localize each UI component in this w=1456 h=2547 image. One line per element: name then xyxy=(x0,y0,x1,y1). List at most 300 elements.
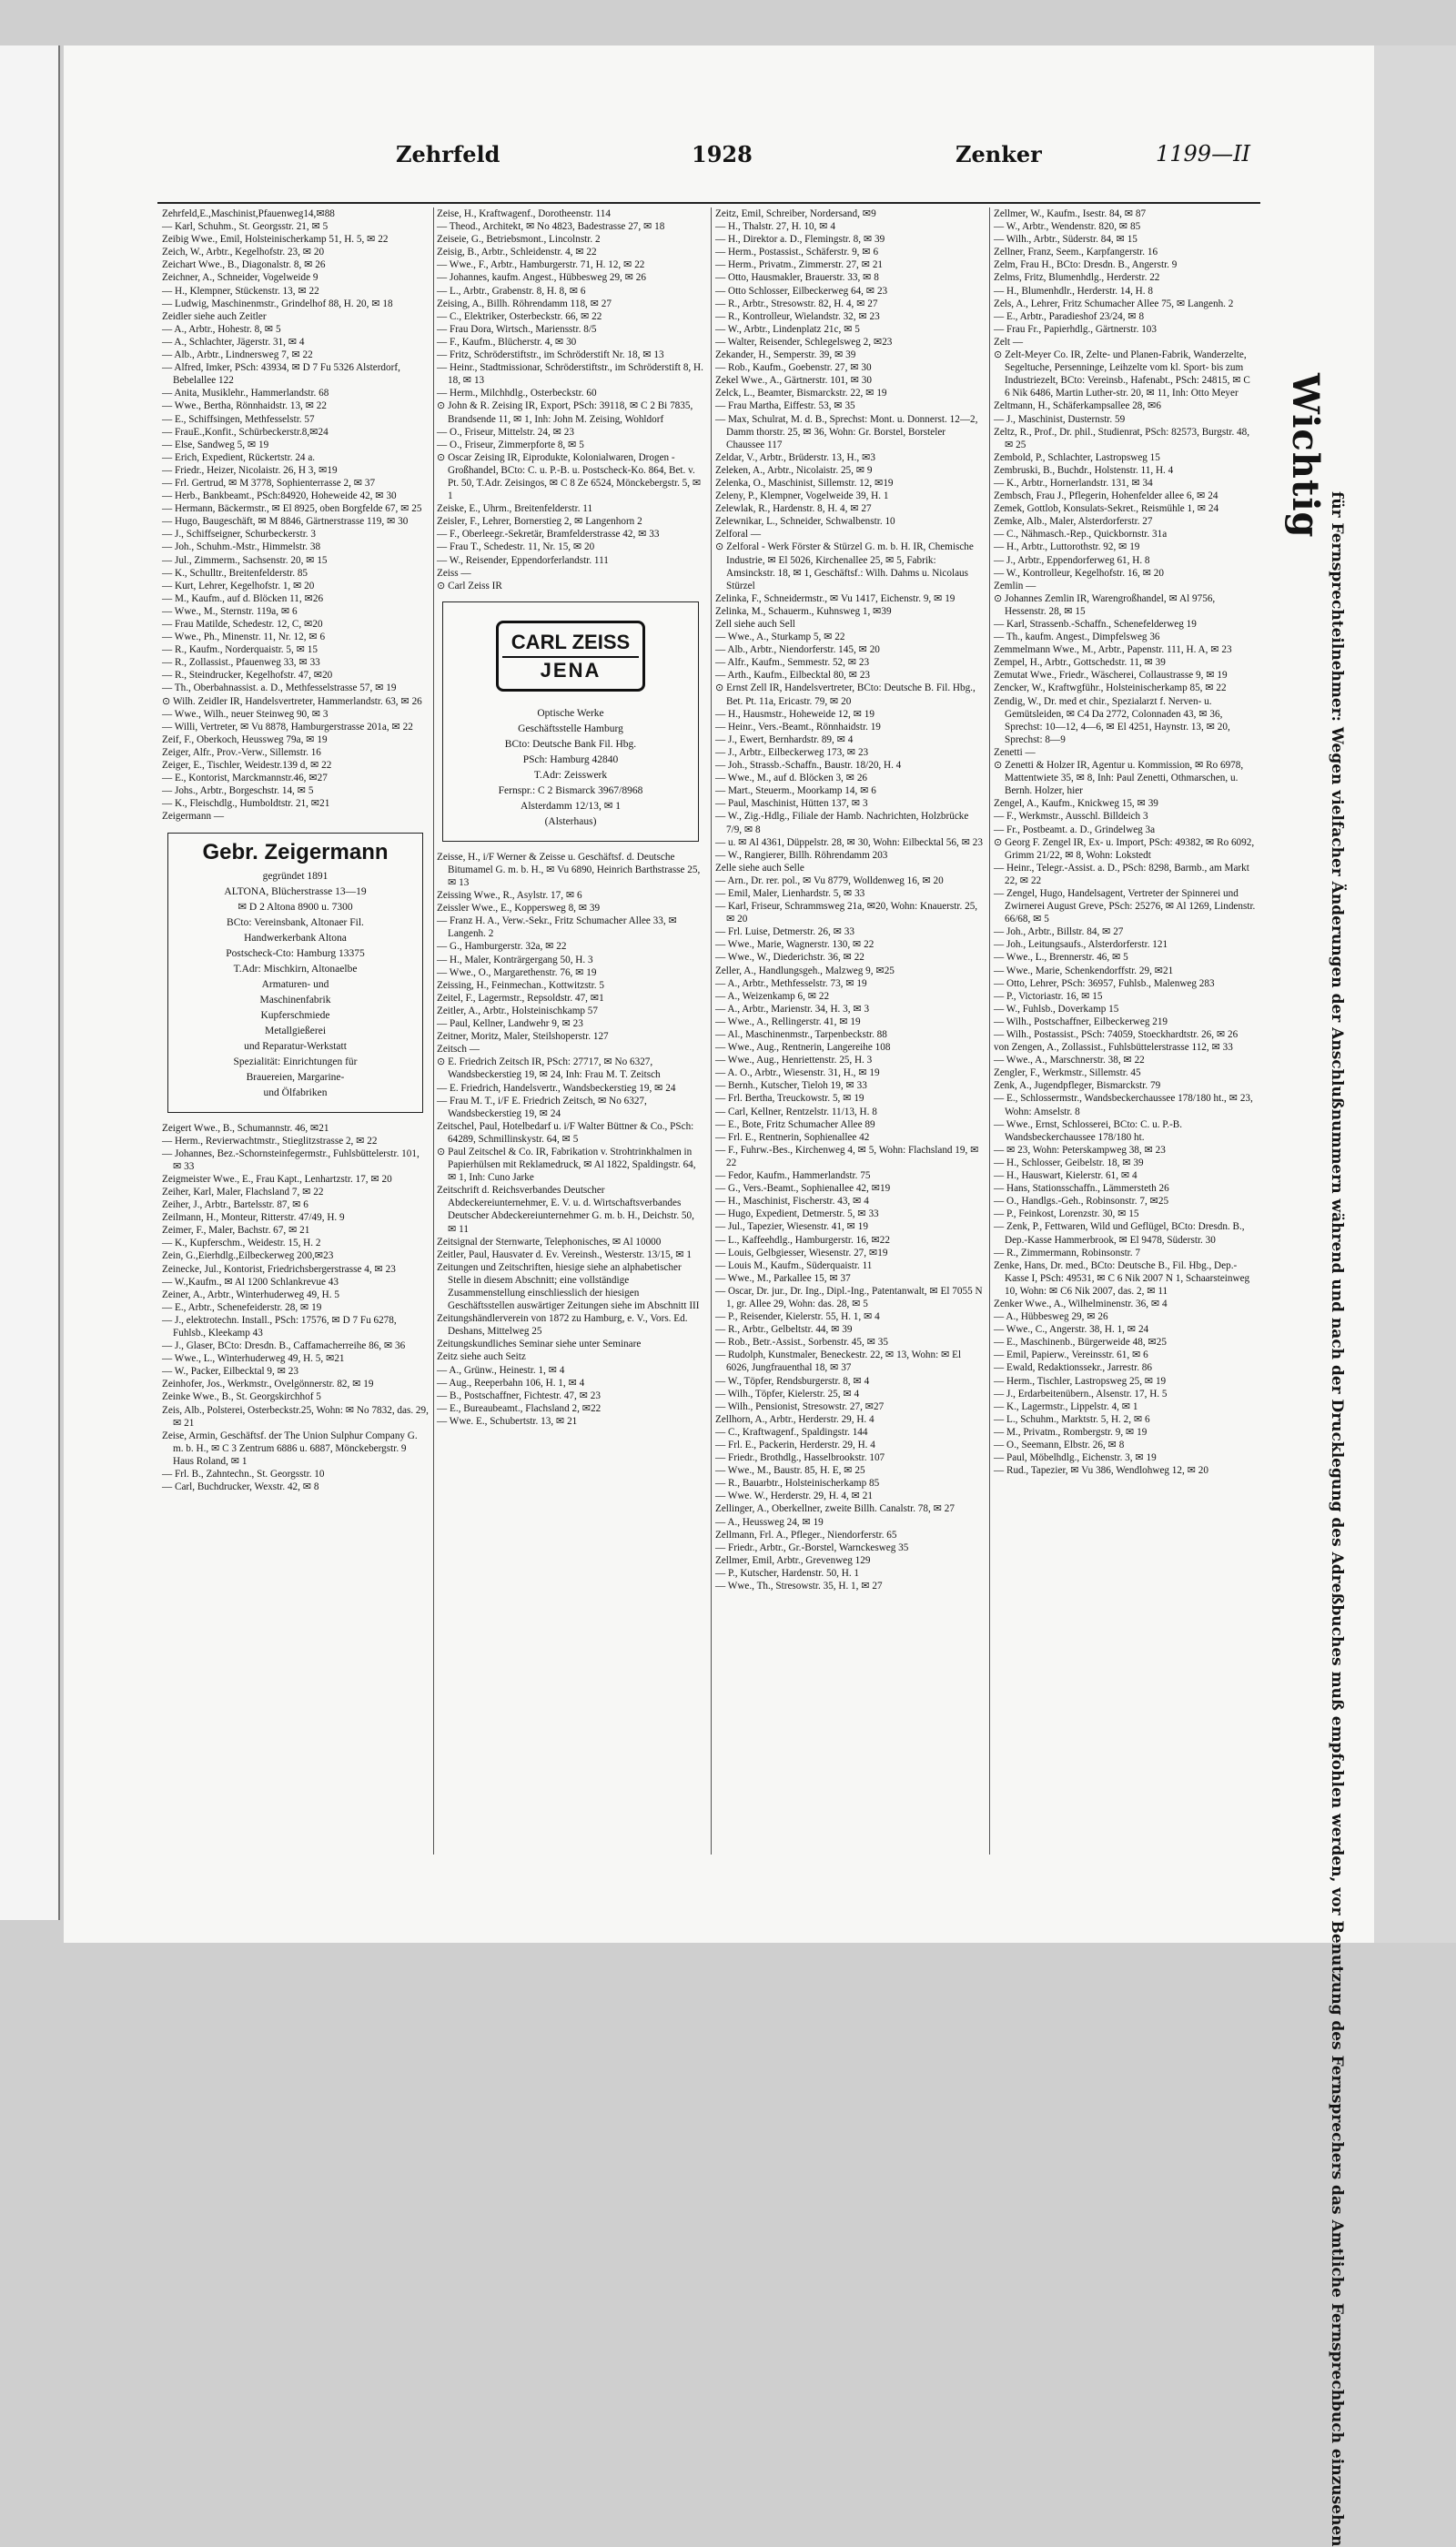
directory-entry: — Karl, Friseur, Schrammsweg 21a, ✉20, Wohn: Knauerstr. 25, ✉ 20 xyxy=(715,901,978,925)
directory-entry: — O., Handlgs.-Geh., Robinsonstr. 7, ✉25 xyxy=(994,1196,1169,1208)
directory-entry: Zenk, A., Jugendpfleger, Bismarckstr. 79 xyxy=(994,1080,1161,1092)
directory-entry: Zelinka, M., Schauerm., Kuhnsweg 1, ✉39 xyxy=(715,605,892,617)
directory-entry: Zenke, Hans, Dr. med., BCto: Deutsche B., Fil. Hbg., Dep.-Kasse I, PSch: 49531, ✉ C 6 Nik 2007 N 1, Schaarsteinweg 10, Wohn: ✉ C6 Nik 2007, das. 2, ✉ 11 xyxy=(994,1259,1250,1297)
directory-entry: Zeising, A., Billh. Röhrendamm 118, ✉ 27 xyxy=(437,298,612,309)
directory-entry: — Wwe., A., Sturkamp 5, ✉ 22 xyxy=(715,632,845,643)
directory-entry: — Oscar, Dr. jur., Dr. Ing., Dipl.-Ing., Patentanwalt, ✉ El 7055 N 1, gr. Allee 29, Wohn: das. 28, ✉ 5 xyxy=(715,1285,983,1309)
directory-entry: — Otto, Hausmakler, Brauerstr. 33, ✉ 8 xyxy=(715,272,879,284)
directory-entry: — O., Seemann, Elbstr. 26, ✉ 8 xyxy=(994,1440,1125,1450)
directory-entry: — Herb., Bankbeamt., PSch:84920, Hoheweide 42, ✉ 30 xyxy=(162,490,397,502)
header-last-entry: Zenker xyxy=(956,141,1042,167)
directory-entry: — Frau Fr., Papierhdlg., Gärtnerstr. 103 xyxy=(994,323,1157,335)
directory-entry: Zeissler Wwe., E., Koppersweg 8, ✉ 39 xyxy=(437,903,601,915)
directory-entry: — Hermann, Bäckermstr., ✉ El 8925, oben Borgfelde 67, ✉ 25 xyxy=(162,503,422,515)
directory-entry: — Frl. E., Packerin, Herderstr. 29, H. 4 xyxy=(715,1440,875,1450)
directory-entry: Zelforal — xyxy=(715,529,762,541)
directory-entry: — Wwe., M., auf d. Blöcken 3, ✉ 26 xyxy=(715,773,868,784)
column-divider xyxy=(433,207,434,1855)
directory-entry: — H., Blumenhdlr., Herderstr. 14, H. 8 xyxy=(994,285,1153,297)
directory-entry: — Joh., Schuhm.-Mstr., Himmelstr. 38 xyxy=(162,541,321,553)
directory-entry: Zelt — xyxy=(994,336,1024,348)
column-4 xyxy=(994,207,1258,1477)
directory-entry: — Wilh., Arbtr., Süderstr. 84, ✉ 15 xyxy=(994,234,1138,246)
directory-entry: Zenetti — xyxy=(994,746,1036,758)
directory-entry: — E., Bureaubeamt., Flachsland 2, ✉22 xyxy=(437,1402,602,1414)
directory-entry: Zembold, P., Schlachter, Lastropsweg 15 xyxy=(994,451,1160,463)
directory-entry: — P., Kutscher, Hardenstr. 50, H. 1 xyxy=(715,1567,860,1579)
directory-entry: — P., Reisender, Kielerstr. 55, H. 1, ✉ 4 xyxy=(715,1311,880,1323)
directory-entry: — K., Arbtr., Hornerlandstr. 131, ✉ 34 xyxy=(994,477,1153,489)
notice-heading: Wichtig xyxy=(1284,373,1327,539)
directory-entry: Zemek, Gottlob, Konsulats-Sekret., Reismühle 1, ✉ 24 xyxy=(994,503,1219,515)
zeiss-logo xyxy=(496,621,645,692)
directory-entry: — C., Nähmasch.-Rep., Quickbornstr. 31a xyxy=(994,529,1168,541)
directory-entry: Zeich, W., Arbtr., Kegelhofstr. 23, ✉ 20 xyxy=(162,247,325,258)
directory-entry: ⊙ Ernst Zell IR, Handelsvertreter, BCto: Deutsche B. Fil. Hbg., Bet. Pt. 11a, Ericastr. 79, ✉ 20 xyxy=(715,682,976,707)
directory-entry: — Frau Martha, Eiffestr. 53, ✉ 35 xyxy=(715,400,855,412)
column-1 xyxy=(162,207,429,1493)
directory-entry: — Anita, Musiklehr., Hammerlandstr. 68 xyxy=(162,388,329,399)
directory-entry: Zellinger, A., Oberkellner, zweite Billh. Canalstr. 78, ✉ 27 xyxy=(715,1503,955,1515)
directory-entry: Zeisse, H., i/F Werner & Zeisse u. Geschäftsf. d. Deutsche Bitumamel G. m. b. H., ✉ Vu 6890, Heinrich Barthstrasse 25, ✉ 13 xyxy=(437,851,701,888)
ad-title: Gebr. Zeigermann xyxy=(202,839,389,864)
directory-entry: — Wilh., Töpfer, Kielerstr. 25, ✉ 4 xyxy=(715,1388,860,1400)
directory-entry: — H., Schlosser, Geibelstr. 18, ✉ 39 xyxy=(994,1157,1144,1168)
directory-entry: — A., Hübbesweg 29, ✉ 26 xyxy=(994,1311,1108,1323)
directory-entry: — Louis M., Kaufm., Süderquaistr. 11 xyxy=(715,1259,873,1271)
directory-entry: ⊙ Carl Zeiss IR xyxy=(437,580,502,591)
ad-line: und Ölfabriken xyxy=(263,1087,328,1098)
column-3 xyxy=(715,207,985,1592)
directory-entry: Zemmelmann Wwe., M., Arbtr., Papenstr. 111, H. A, ✉ 23 xyxy=(994,644,1232,656)
directory-entry: Zeise, H., Kraftwagenf., Dorotheenstr. 114 xyxy=(437,208,611,219)
directory-entry: — Zengel, Hugo, Handelsagent, Vertreter der Spinnerei und Zwirnerei August Greve, PSch: 25276, ✉ Al 1269, Lindenstr. 66/68, ✉ 5 xyxy=(994,887,1256,925)
directory-entry: — E., Maschinenb., Bürgerweide 48, ✉25 xyxy=(994,1337,1167,1349)
directory-entry: — W., Kontrolleur, Kegelhofstr. 16, ✉ 20 xyxy=(994,567,1164,579)
directory-entry: — P., Feinkost, Lorenzstr. 30, ✉ 15 xyxy=(994,1208,1139,1220)
directory-entry: ⊙ E. Friedrich Zeitsch IR, PSch: 27717, ✉ No 6327, Wandsbeckerstieg 19, ✉ 24, Inh: Frau M. T. Zeitsch xyxy=(437,1056,661,1081)
directory-entry: — W., Arbtr., Lindenplatz 21c, ✉ 5 xyxy=(715,323,860,335)
ad-line: BCto: Vereinsbank, Altonaer Fil. xyxy=(227,916,364,928)
ad-line: Maschinenfabrik xyxy=(259,994,331,1006)
directory-entry: Zengel, A., Kaufm., Knickweg 15, ✉ 39 xyxy=(994,798,1158,810)
directory-entry: ⊙ Wilh. Zeidler IR, Handelsvertreter, Hammerlandstr. 63, ✉ 26 xyxy=(162,695,422,707)
directory-entry: — ✉ 23, Wohn: Peterskampweg 38, ✉ 23 xyxy=(994,1144,1166,1156)
directory-entry: Zekander, H., Semperstr. 39, ✉ 39 xyxy=(715,349,856,361)
directory-entry: Zellmer, W., Kaufm., Isestr. 84, ✉ 87 xyxy=(994,208,1147,219)
directory-entry: — Rud., Tapezier, ✉ Vu 386, Wendlohweg 12, ✉ 20 xyxy=(994,1465,1208,1477)
directory-entry: — Wwe., F., Arbtr., Hamburgerstr. 71, H. 12, ✉ 22 xyxy=(437,259,645,271)
previous-page-edge xyxy=(0,45,60,1920)
column-divider xyxy=(989,207,990,1855)
ad-line: Postscheck-Cto: Hamburg 13375 xyxy=(226,947,365,959)
directory-entry: — Alb., Arbtr., Niendorferstr. 145, ✉ 20 xyxy=(715,644,880,656)
ad-line: ALTONA, Blücherstrasse 13—19 xyxy=(224,885,367,897)
directory-entry: Zellmann, Frl. A., Pfleger., Niendorferstr. 65 xyxy=(715,1529,897,1541)
directory-entry: — Frau Dora, Wirtsch., Mariensstr. 8/5 xyxy=(437,323,597,335)
ad-line: Geschäftsstelle Hamburg xyxy=(518,723,623,734)
directory-entry: — E., Bote, Fritz Schumacher Allee 89 xyxy=(715,1118,875,1130)
directory-entry: ⊙ Johannes Zemlin IR, Warengroßhandel, ✉ Al 9756, Hessenstr. 28, ✉ 15 xyxy=(994,592,1216,617)
directory-entry: Zeigmeister Wwe., E., Frau Kapt., Lenhartzstr. 17, ✉ 20 xyxy=(162,1173,392,1185)
directory-entry: — Frau M. T., i/F E. Friedrich Zeitsch, ✉ No 6327, Wandsbeckerstieg 19, ✉ 24 xyxy=(437,1095,647,1119)
directory-entry: — J., Arbtr., Eilbeckerweg 173, ✉ 23 xyxy=(715,746,869,758)
directory-entry: — Johannes, kaufm. Angest., Hübbesweg 29, ✉ 26 xyxy=(437,272,646,284)
directory-entry: Zemke, Alb., Maler, Alsterdorferstr. 27 xyxy=(994,516,1153,528)
directory-entry: — E., Schlossermstr., Wandsbeckerchaussee 178/180 ht., ✉ 23, Wohn: Amselstr. 8 xyxy=(994,1093,1253,1117)
directory-entry: — Heinr., Stadtmissionar, Schröderstiftstr., im Schröderstift 8, H. 18, ✉ 13 xyxy=(437,362,703,387)
directory-entry: — G., Hamburgerstr. 32a, ✉ 22 xyxy=(437,941,567,953)
directory-entry: — Joh., Strassb.-Schaffn., Baustr. 18/20, H. 4 xyxy=(715,760,902,772)
ad-line: Brauereien, Margarine- xyxy=(246,1071,345,1083)
directory-entry: — Herm., Revierwachtmstr., Stieglitzstrasse 2, ✉ 22 xyxy=(162,1135,378,1147)
directory-entry: — L., Kaffeehdlg., Hamburgerstr. 16, ✉22 xyxy=(715,1234,890,1246)
directory-entry: — Herm., Postassist., Schäferstr. 9, ✉ 6 xyxy=(715,247,879,258)
ad-line: T.Adr: Mischkirn, Altonaelbe xyxy=(233,963,358,975)
directory-entry: — H., Hauswart, Kielerstr. 61, ✉ 4 xyxy=(994,1170,1138,1182)
directory-entry: — Wwe., Aug., Rentnerin, Langereihe 108 xyxy=(715,1042,891,1054)
directory-entry: Zeise, Armin, Geschäftsf. der The Union Sulphur Company G. m. b. H., ✉ C 3 Zentrum 6886 u. 6887, Mönckebergstr. 9 Haus Roland, ✉ 1 xyxy=(162,1430,418,1467)
directory-entry: — A. O., Arbtr., Wiesenstr. 31, H., ✉ 19 xyxy=(715,1067,880,1079)
directory-entry: — K., Schulltr., Breitenfelderstr. 85 xyxy=(162,567,308,579)
directory-entry: Zellner, Franz, Seem., Karpfangerstr. 16 xyxy=(994,247,1158,258)
directory-entry: — Joh., Arbtr., Billstr. 84, ✉ 27 xyxy=(994,926,1124,938)
directory-entry: — J., elektrotechn. Install., PSch: 17576, ✉ D 7 Fu 6278, Fuhlsb., Kleekamp 43 xyxy=(162,1314,397,1339)
directory-entry: Zeichner, A., Schneider, Vogelweide 9 xyxy=(162,272,318,284)
directory-entry: — G., Vers.-Beamt., Sophienallee 42, ✉19 xyxy=(715,1183,891,1195)
directory-entry: Zeltz, R., Prof., Dr. phil., Studienrat, PSch: 82573, Burgstr. 48, ✉ 25 xyxy=(994,426,1250,450)
directory-entry: Zeinke Wwe., B., St. Georgskirchhof 5 xyxy=(162,1391,321,1403)
directory-entry: — R., Steindrucker, Kegelhofstr. 47, ✉20 xyxy=(162,670,333,682)
directory-entry: — H., Klempner, Stückenstr. 13, ✉ 22 xyxy=(162,285,319,297)
directory-entry: — F., Oberleegr.-Sekretär, Bramfelderstrasse 42, ✉ 33 xyxy=(437,529,660,541)
logo-bottom: JENA xyxy=(540,658,602,682)
header-rule xyxy=(157,202,1260,204)
directory-entry: — Karl, Strassenb.-Schaffn., Schenefelderweg 19 xyxy=(994,619,1197,630)
directory-entry: — Wwe., A., Rellingerstr. 41, ✉ 19 xyxy=(715,1016,861,1027)
header-year: 1928 xyxy=(692,141,753,167)
ad-line: (Alsterhaus) xyxy=(544,815,597,827)
directory-entry: — Else, Sandweg 5, ✉ 19 xyxy=(162,439,269,450)
directory-entry: — Emil, Maler, Lienhardstr. 5, ✉ 33 xyxy=(715,887,865,899)
directory-entry: — Paul, Maschinist, Hütten 137, ✉ 3 xyxy=(715,798,868,810)
directory-entry: Zemlin — xyxy=(994,580,1036,591)
directory-entry: — Wwe., M., Baustr. 85, H. E, ✉ 25 xyxy=(715,1465,865,1477)
directory-entry: — Wilh., Pensionist, Stresowstr. 27, ✉27 xyxy=(715,1400,885,1412)
directory-entry: — Friedr., Brothdlg., Hasselbrookstr. 107 xyxy=(715,1452,885,1464)
directory-entry: Zeinecke, Jul., Kontorist, Friedrichsbergerstrasse 4, ✉ 23 xyxy=(162,1263,396,1275)
directory-entry: Zeller, A., Handlungsgeh., Malzweg 9, ✉25 xyxy=(715,965,895,976)
directory-entry: — Bernh., Kutscher, Tieloh 19, ✉ 33 xyxy=(715,1080,867,1092)
directory-entry: — Jul., Tapezier, Wiesenstr. 41, ✉ 19 xyxy=(715,1221,868,1233)
ad-line: PSch: Hamburg 42840 xyxy=(522,753,619,765)
directory-entry: Zein, G.,Eierhdlg.,Eilbeckerweg 200,✉23 xyxy=(162,1250,334,1262)
directory-entry: Zell siehe auch Sell xyxy=(715,619,795,630)
directory-entry: — Rob., Betr.-Assist., Sorbenstr. 45, ✉ 35 xyxy=(715,1337,888,1349)
directory-entry: — Frl. Bertha, Treuckowstr. 5, ✉ 19 xyxy=(715,1093,864,1105)
directory-entry: — E., Arbtr., Schenefeiderstr. 28, ✉ 19 xyxy=(162,1301,322,1313)
directory-entry: Zeitler, Paul, Hausvater d. Ev. Vereinsh., Westerstr. 13/15, ✉ 1 xyxy=(437,1248,692,1260)
directory-entry: Zeitsignal der Sternwarte, Telephonisches, ✉ Al 10000 xyxy=(437,1236,662,1248)
directory-entry: — A., Arbtr., Methfesselstr. 73, ✉ 19 xyxy=(715,977,867,989)
directory-entry: — Wwe., Ernst, Schlosserei, BCto: C. u. P.-B. Wandsbeckerchaussee 178/180 ht. xyxy=(994,1118,1183,1143)
directory-entry: — W., Fuhlsb., Doverkamp 15 xyxy=(994,1003,1119,1015)
directory-entry: Zengler, F., Werkmstr., Sillemstr. 45 xyxy=(994,1067,1141,1079)
directory-entry: Zembruski, B., Buchdr., Holstenstr. 11, H. 4 xyxy=(994,464,1174,476)
ad-line: Optische Werke xyxy=(537,707,604,719)
directory-entry: — Wwe. W., Herderstr. 29, H. 4, ✉ 21 xyxy=(715,1491,873,1502)
directory-entry: — H., Arbtr., Luttorothstr. 92, ✉ 19 xyxy=(994,541,1140,553)
directory-entry: — Arn., Dr. rer. pol., ✉ Vu 8779, Wolldenweg 16, ✉ 20 xyxy=(715,874,944,886)
header-page-number: 1199—II xyxy=(1156,141,1251,167)
directory-entry: Zeiske, E., Uhrm., Breitenfelderstr. 11 xyxy=(437,503,593,515)
directory-entry: — R., Arbtr., Gelbeltstr. 44, ✉ 39 xyxy=(715,1324,853,1336)
directory-entry: — J., Erdarbeitenübern., Alsenstr. 17, H. 5 xyxy=(994,1388,1168,1400)
directory-entry: — J., Schiffseigner, Schurbeckerstr. 3 xyxy=(162,529,316,541)
directory-entry: — Wwe., A., Marschnerstr. 38, ✉ 22 xyxy=(994,1055,1145,1066)
column-2 xyxy=(437,207,704,1428)
directory-entry: — Wwe., Marie, Wagnerstr. 130, ✉ 22 xyxy=(715,939,875,951)
directory-entry: — Hans, Stationsschaffn., Lämmersteth 26 xyxy=(994,1183,1169,1195)
directory-entry: Zempel, H., Arbtr., Gottschedstr. 11, ✉ 39 xyxy=(994,657,1166,669)
directory-entry: — Wilh., Postassist., PSch: 74059, Stoeckhardtstr. 26, ✉ 26 xyxy=(994,1029,1239,1040)
directory-entry: — J., Glaser, BCto: Dresdn. B., Caffamacherreihe 86, ✉ 36 xyxy=(162,1340,406,1352)
directory-entry: — Otto Schlosser, Eilbeckerweg 64, ✉ 23 xyxy=(715,285,888,297)
directory-entry: — Hugo, Baugeschäft, ✉ M 8846, Gärtnerstrasse 119, ✉ 30 xyxy=(162,516,409,528)
directory-entry: Zeleken, A., Arbtr., Nicolaistr. 25, ✉ 9 xyxy=(715,464,873,476)
ad-line: T.Adr: Zeisswerk xyxy=(533,769,608,781)
directory-entry: — Theod., Architekt, ✉ No 4823, Badestrasse 27, ✉ 18 xyxy=(437,221,665,233)
directory-entry: Zeiner, A., Arbtr., Winterhuderweg 49, H. 5 xyxy=(162,1289,339,1300)
directory-entry: Zelenka, O., Maschinist, Sillemstr. 12, ✉19 xyxy=(715,477,894,489)
ad-line: Alsterdamm 12/13, ✉ 1 xyxy=(521,800,621,812)
directory-entry: — Karl, Schuhm., St. Georgsstr. 21, ✉ 5 xyxy=(162,221,329,233)
ad-line: Armaturen- und xyxy=(261,978,329,990)
directory-entry: — Frau T., Schedestr. 11, Nr. 15, ✉ 20 xyxy=(437,541,595,553)
directory-entry: — A., Arbtr., Hohestr. 8, ✉ 5 xyxy=(162,323,281,335)
directory-entry: — R., Bauarbtr., Holsteinischerkamp 85 xyxy=(715,1478,880,1490)
directory-entry: — K., Fleischdlg., Humboldtstr. 21, ✉21 xyxy=(162,798,330,810)
directory-entry: — H., Maler, Konträrgergang 50, H. 3 xyxy=(437,954,593,965)
directory-entry: Zeinhofer, Jos., Werkmstr., Ovelgönnerstr. 82, ✉ 19 xyxy=(162,1379,374,1390)
directory-entry: Zeissing, H., Feinmechan., Kottwitzstr. 5 xyxy=(437,979,604,991)
directory-entry: ⊙ Zelforal - Werk Förster & Stürzel G. m. b. H. IR, Chemische Industrie, ✉ El 5026, Kirchenallee 25, ✉ 5, Fabrik: Amsinckstr. 18, ✉ 1, Geschäftsf.: Wilh. Dahms u. Nicolaus Stürzel xyxy=(715,541,974,591)
ad-line: gegründet 1891 xyxy=(262,870,329,882)
directory-entry: — Frl. Gertrud, ✉ M 3778, Sophienterrasse 2, ✉ 37 xyxy=(162,477,376,489)
directory-entry: — Al., Maschinenmstr., Tarpenbeckstr. 88 xyxy=(715,1029,887,1040)
directory-entry: — Friedr., Arbtr., Gr.-Borstel, Warnckesweg 35 xyxy=(715,1541,909,1553)
directory-entry: — Willi, Vertreter, ✉ Vu 8878, Hamburgerstrasse 201a, ✉ 22 xyxy=(162,721,413,733)
directory-entry: Zeigermann — xyxy=(162,811,225,823)
directory-entry: — Wwe., Ph., Minenstr. 11, Nr. 12, ✉ 6 xyxy=(162,632,326,643)
directory-entry: Zeidler siehe auch Zeitler xyxy=(162,310,267,322)
directory-entry: Zehrfeld,E.,Maschinist,Pfauenweg14,✉88 xyxy=(162,208,335,219)
directory-entry: — Carl, Buchdrucker, Wexstr. 42, ✉ 8 xyxy=(162,1481,319,1493)
directory-entry: — M., Kaufm., auf d. Blöcken 11, ✉26 xyxy=(162,592,324,604)
ad-line: und Reparatur-Werkstatt xyxy=(244,1040,347,1052)
directory-entry: — Ewald, Redaktionssekr., Jarrestr. 86 xyxy=(994,1362,1152,1374)
sidebar-notice xyxy=(1269,373,1351,2547)
directory-entry: Zeiss — xyxy=(437,567,471,579)
directory-entry: — Louis, Gelbgiesser, Wiesenstr. 27, ✉19 xyxy=(715,1247,888,1258)
directory-entry: Zeitungen und Zeitschriften, hiesige siehe an alphabetischer Stelle in diesem Abschnitt; eine vollständige Zusammenstellung einschliesslich der hiesigen Geschäftsstellen auswärtiger Zeitungen siehe im Abschnitt III xyxy=(437,1261,700,1312)
directory-entry: — Rob., Kaufm., Goebenstr. 27, ✉ 30 xyxy=(715,362,872,374)
logo-top: CARL ZEISS xyxy=(502,629,639,658)
directory-entry: — L., Arbtr., Grabenstr. 8, H. 8, ✉ 6 xyxy=(437,285,586,297)
directory-entry: — Wilh., Postschaffner, Eilbeckerweg 219 xyxy=(994,1016,1168,1027)
directory-entry: — C., Elektriker, Osterbeckstr. 66, ✉ 22 xyxy=(437,310,602,322)
directory-entry: Zeitz siehe auch Seitz xyxy=(437,1351,526,1363)
directory-entry: — Wwe., L., Brennerstr. 46, ✉ 5 xyxy=(994,952,1128,964)
directory-entry: — A., Schlachter, Jägerstr. 31, ✉ 4 xyxy=(162,336,305,348)
directory-entry: — Wwe., M., Sternstr. 119a, ✉ 6 xyxy=(162,605,298,617)
directory-entry: — Otto, Lehrer, PSch: 36957, Fuhlsb., Malenweg 283 xyxy=(994,977,1215,989)
directory-entry: ⊙ John & R. Zeising IR, Export, PSch: 39118, ✉ C 2 Bi 7835, Brandsende 11, ✉ 1, Inh: John M. Zeising, Wohldorf xyxy=(437,400,693,425)
ad-line: Kupferschmiede xyxy=(260,1009,330,1021)
directory-entry: Zeibig Wwe., Emil, Holsteinischerkamp 51, H. 5, ✉ 22 xyxy=(162,234,389,246)
directory-entry: — C., Kraftwagenf., Spaldingstr. 144 xyxy=(715,1426,868,1438)
directory-entry: — Franz H. A., Verw.-Sekr., Fritz Schumacher Allee 33, ✉ Langenh. 2 xyxy=(437,915,677,940)
directory-entry: — W., Reisender, Eppendorferlandstr. 111 xyxy=(437,554,609,566)
directory-entry: — Wwe., L., Winterhuderweg 49, H. 5, ✉21 xyxy=(162,1353,345,1365)
directory-entry: — O., Friseur, Mittelstr. 24, ✉ 23 xyxy=(437,426,574,438)
directory-entry: — Wwe., Bertha, Rönnhaidstr. 13, ✉ 22 xyxy=(162,400,327,412)
directory-entry: Zeltmann, H., Schäferkampsallee 28, ✉6 xyxy=(994,400,1161,412)
directory-entry: — Friedr., Heizer, Nicolaistr. 26, H 3, ✉19 xyxy=(162,464,338,476)
directory-entry: — B., Postschaffner, Fichtestr. 47, ✉ 23 xyxy=(437,1390,601,1401)
directory-entry: Zendig, W., Dr. med et chir., Spezialarzt f. Nerven- u. Gemütsleiden, ✉ C4 Da 2772, Colonnaden 43, ✉ 36, Sprechst: 10—12, 4—6, ✉ El 4251, Haynstr. 13, ✉ 20, Sprechst: 8—9 xyxy=(994,695,1230,745)
directory-entry: — Arth., Kaufm., Eilbecktal 80, ✉ 23 xyxy=(715,670,871,682)
directory-entry: — Herm., Milchhdlg., Osterbeckstr. 60 xyxy=(437,388,597,399)
directory-entry: — Aug., Reeperbahn 106, H. 1, ✉ 4 xyxy=(437,1377,585,1389)
directory-entry: — Heinr., Vers.-Beamt., Rönnhaidstr. 19 xyxy=(715,721,881,733)
directory-entry: — A., Grünw., Heinestr. 1, ✉ 4 xyxy=(437,1364,565,1376)
ad-line: ✉ D 2 Altona 8900 u. 7300 xyxy=(238,901,353,913)
directory-entry: Zemutat Wwe., Friedr., Wäscherei, Collaustrasse 9, ✉ 19 xyxy=(994,670,1228,682)
directory-entry: Zencker, W., Kraftwgführ., Holsteinischerkamp 85, ✉ 22 xyxy=(994,682,1227,694)
directory-entry: — K., Lagermstr., Lippelstr. 4, ✉ 1 xyxy=(994,1400,1138,1412)
directory-entry: — E. Friedrich, Handelsvertr., Wandsbeckerstieg 19, ✉ 24 xyxy=(437,1082,676,1094)
directory-entry: Zeitungshändlerverein von 1872 zu Hamburg, e. V., Vors. Ed. Deshans, Mittelweg 25 xyxy=(437,1313,688,1338)
directory-entry: — Hugo, Expedient, Detmerstr. 5, ✉ 33 xyxy=(715,1208,879,1220)
directory-entry: Zeitschel, Paul, Hotelbedarf u. i/F Walter Büttner & Co., PSch: 64289, Schmillinskystr. 64, ✉ 5 xyxy=(437,1120,694,1145)
directory-entry: — Johs., Arbtr., Borgeschstr. 14, ✉ 5 xyxy=(162,785,314,797)
directory-entry: — Frl. B., Zahntechn., St. Georgsstr. 10 xyxy=(162,1469,325,1481)
directory-entry: — Walter, Reisender, Schlegelsweg 2, ✉23 xyxy=(715,336,893,348)
directory-entry: Zelle siehe auch Selle xyxy=(715,862,804,874)
directory-entry: Zeitler, A., Arbtr., Holsteinischkamp 57 xyxy=(437,1005,598,1016)
directory-entry: — Wwe., Th., Stresowstr. 35, H. 1, ✉ 27 xyxy=(715,1581,883,1592)
directory-entry: Zeleny, P., Klempner, Vogelweide 39, H. 1 xyxy=(715,490,889,502)
directory-entry: — E., Schiffsingen, Methfesselstr. 57 xyxy=(162,413,315,425)
directory-entry: — A., Heussweg 24, ✉ 19 xyxy=(715,1516,824,1528)
directory-entry: Zelinka, F., Schneidermstr., ✉ Vu 1417, Eichenstr. 9, ✉ 19 xyxy=(715,592,956,604)
directory-entry: — W., Packer, Eilbecktal 9, ✉ 23 xyxy=(162,1366,298,1378)
directory-entry: — Fritz, Schröderstiftstr., im Schröderstift Nr. 18, ✉ 13 xyxy=(437,349,664,361)
column-divider xyxy=(711,207,712,1855)
directory-entry: — W.,Kaufm., ✉ Al 1200 Schlankrevue 43 xyxy=(162,1276,339,1288)
directory-entry: — R., Kaufm., Norderquaistr. 5, ✉ 15 xyxy=(162,644,318,656)
directory-entry: — W., Rangierer, Billh. Röhrendamm 203 xyxy=(715,849,888,861)
directory-entry: — u. ✉ Al 4361, Düppelstr. 28, ✉ 30, Wohn: Eilbecktal 56, ✉ 23 xyxy=(715,836,983,848)
directory-entry: Zeisig, B., Arbtr., Schleidenstr. 4, ✉ 22 xyxy=(437,247,597,258)
directory-entry: — P., Victoriastr. 16, ✉ 15 xyxy=(994,990,1103,1002)
directory-entry: — Wwe. E., Schubertstr. 13, ✉ 21 xyxy=(437,1415,578,1427)
directory-entry: — H., Maschinist, Fischerstr. 43, ✉ 4 xyxy=(715,1196,869,1208)
directory-entry: — Herm., Tischler, Lastropsweg 25, ✉ 19 xyxy=(994,1375,1167,1387)
directory-entry: — F., Werkmstr., Ausschl. Billdeich 3 xyxy=(994,811,1148,823)
ad-line: Spezialität: Einrichtungen für xyxy=(233,1056,358,1067)
directory-entry: Zembsch, Frau J., Pflegerin, Hohenfelder allee 6, ✉ 24 xyxy=(994,490,1218,502)
directory-entry: Zeitungskundliches Seminar siehe unter Seminare xyxy=(437,1339,642,1350)
header-first-entry: Zehrfeld xyxy=(396,141,500,167)
directory-entry: — A., Weizenkamp 6, ✉ 22 xyxy=(715,990,830,1002)
directory-entry: Zeif, F., Oberkoch, Heussweg 79a, ✉ 19 xyxy=(162,733,328,745)
directory-entry: — K., Kupferschm., Weidestr. 15, H. 2 xyxy=(162,1238,321,1249)
directory-entry: ⊙ Georg F. Zengel IR, Ex- u. Import, PSch: 49382, ✉ Ro 6092, Grimm 21/22, ✉ 8, Wohn: Lokstedt xyxy=(994,836,1255,861)
directory-entry: Zelewnikar, L., Schneider, Schwalbenstr. 10 xyxy=(715,516,895,528)
directory-entry: — W., Zig.-Hdlg., Filiale der Hamb. Nachrichten, Holzbrücke 7/9, ✉ 8 xyxy=(715,811,969,835)
directory-entry: — R., Kontrolleur, Wielandstr. 32, ✉ 23 xyxy=(715,310,880,322)
directory-entry: Zeiher, J., Arbtr., Bartelsstr. 87, ✉ 6 xyxy=(162,1199,308,1211)
zeigermann-advertisement xyxy=(167,833,423,1113)
directory-entry: — L., Schuhm., Marktstr. 5, H. 2, ✉ 6 xyxy=(994,1413,1150,1425)
directory-entry: Zeisler, F., Lehrer, Bornerstieg 2, ✉ Langenhorn 2 xyxy=(437,516,642,528)
directory-entry: Zelck, L., Beamter, Bismarckstr. 22, ✉ 19 xyxy=(715,388,887,399)
directory-entry: Zeichart Wwe., B., Diagonalstr. 8, ✉ 26 xyxy=(162,259,326,271)
directory-entry: — Ludwig, Maschinenmstr., Grindelhof 88, H. 20, ✉ 18 xyxy=(162,298,393,309)
directory-entry: — Frl. Luise, Detmerstr. 26, ✉ 33 xyxy=(715,926,854,938)
directory-entry: — E., Arbtr., Paradieshof 23/24, ✉ 8 xyxy=(994,310,1145,322)
directory-entry: Zeilmann, H., Monteur, Ritterstr. 47/49, H. 9 xyxy=(162,1212,345,1224)
directory-entry: — A., Arbtr., Marienstr. 34, H. 3, ✉ 3 xyxy=(715,1003,870,1015)
directory-entry: — Zenk, P., Fettwaren, Wild und Geflügel, BCto: Dresdn. B., Dep.-Kasse Hammerbrook, ✉ El 9478, Süderstr. 30 xyxy=(994,1221,1245,1246)
directory-entry: — F., Kaufm., Blücherstr. 4, ✉ 30 xyxy=(437,336,577,348)
directory-entry: — M., Privatm., Rombergstr. 9, ✉ 19 xyxy=(994,1426,1148,1438)
directory-entry: — Wwe., M., Parkallee 15, ✉ 37 xyxy=(715,1272,851,1284)
directory-entry: — Alb., Arbtr., Lindnersweg 7, ✉ 22 xyxy=(162,349,313,361)
directory-entry: — R., Zollassist., Pfauenweg 33, ✉ 33 xyxy=(162,657,320,669)
directory-entry: — J., Ewert, Bernhardstr. 89, ✉ 4 xyxy=(715,733,854,745)
directory-entry: — R., Zimmermann, Robinsonstr. 7 xyxy=(994,1247,1140,1258)
directory-entry: Zelewlak, R., Hardenstr. 8, H. 4, ✉ 27 xyxy=(715,503,872,515)
directory-entry: ⊙ Zelt-Meyer Co. IR, Zelte- und Planen-Fabrik, Wanderzelte, Segeltuche, Persenninge, Leihzelte vom kl. Sport- bis zum Industriezelt, BCto: Vereinsb., Hafenabt., PSch: 24815, ✉ C 6 Nik 6486, Martin Luther-str. 20, ✉ 11, Inh: Otto Meyer xyxy=(994,349,1250,399)
ad-line: Metallgießerei xyxy=(264,1025,327,1036)
directory-entry: — Emil, Papierw., Vereinsstr. 61, ✉ 6 xyxy=(994,1349,1148,1361)
directory-entry: Zeitschrift d. Reichsverbandes Deutscher Abdeckereiunternehmer, E. V. u. d. Wirtschaftsverbandes Deutscher Abdeckereiunternehmer G. m. b. H., Deichstr. 50, ✉ 11 xyxy=(437,1185,694,1235)
directory-entry: — Paul, Kellner, Landwehr 9, ✉ 23 xyxy=(437,1018,583,1030)
directory-entry: — Alfred, Imker, PSch: 43934, ✉ D 7 Fu 5326 Alsterdorf, Bebelallee 122 xyxy=(162,362,400,387)
directory-entry: Zeigert Wwe., B., Schumannstr. 46, ✉21 xyxy=(162,1122,329,1134)
directory-entry: — Frau Matilde, Schedestr. 12, C, ✉20 xyxy=(162,619,323,630)
directory-entry: — Kurt, Lehrer, Kegelhofstr. 1, ✉ 20 xyxy=(162,580,315,591)
directory-entry: — Wwe., Wilh., neuer Steinweg 90, ✉ 3 xyxy=(162,708,329,720)
directory-entry: — Th., kaufm. Angest., Dimpfelsweg 36 xyxy=(994,632,1160,643)
directory-entry: — Joh., Leitungsaufs., Alsterdorferstr. 121 xyxy=(994,939,1168,951)
directory-entry: — O., Friseur, Zimmerpforte 8, ✉ 5 xyxy=(437,439,584,450)
directory-entry: — H., Hausmstr., Hoheweide 12, ✉ 19 xyxy=(715,708,875,720)
directory-entry: Zelm, Frau H., BCto: Dresdn. B., Angerstr. 9 xyxy=(994,259,1178,271)
directory-entry: Zenker Wwe., A., Wilhelminenstr. 36, ✉ 4 xyxy=(994,1298,1168,1309)
ad-line: BCto: Deutsche Bank Fil. Hbg. xyxy=(504,738,637,750)
ad-line: Handwerkerbank Altona xyxy=(244,932,347,944)
directory-entry: — Wwe., Aug., Henriettenstr. 25, H. 3 xyxy=(715,1055,873,1066)
directory-entry: — W., Arbtr., Wendenstr. 820, ✉ 85 xyxy=(994,221,1141,233)
directory-entry: — H., Thalstr. 27, H. 10, ✉ 4 xyxy=(715,221,835,233)
directory-entry: — E., Kontorist, Marckmannstr.46, ✉27 xyxy=(162,773,328,784)
directory-entry: — W., Töpfer, Rendsburgerstr. 8, ✉ 4 xyxy=(715,1375,870,1387)
directory-entry: von Zengen, A., Zollassist., Fuhlsbüttelerstrasse 112, ✉ 33 xyxy=(994,1042,1233,1054)
